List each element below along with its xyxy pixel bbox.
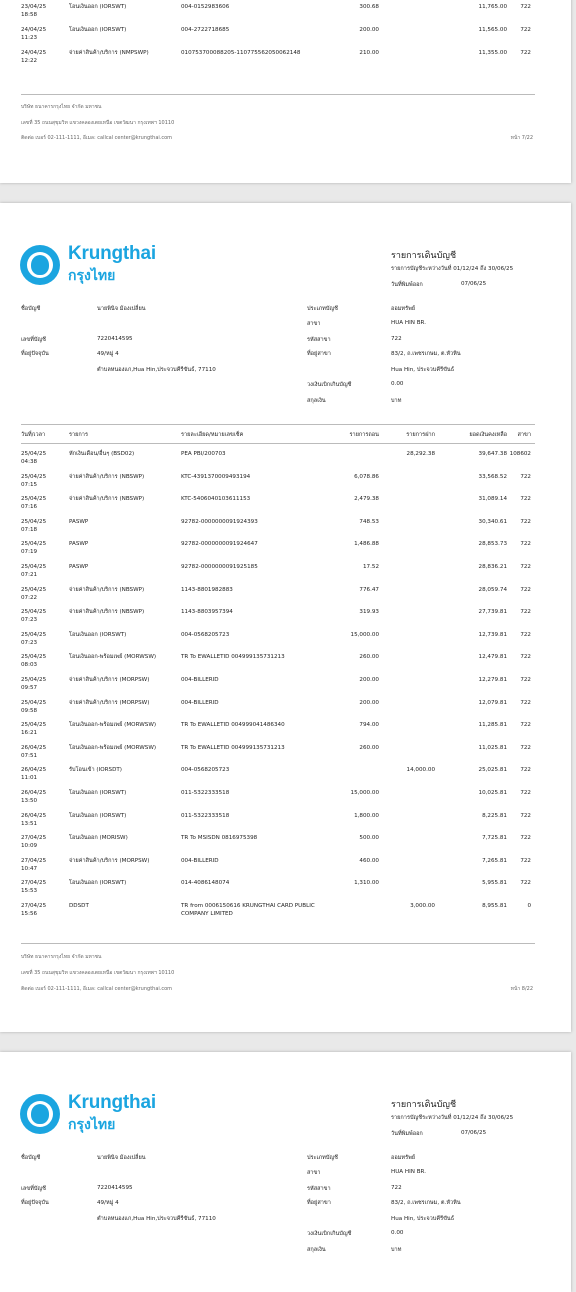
cell-withdrawal: 210.00 (359, 50, 379, 56)
cell-description: TR To EWALLETID 004999135731213 (181, 654, 285, 661)
cell-branch: 722 (520, 541, 531, 548)
logo-text-th: กรุงไทย (68, 267, 116, 283)
cell-withdrawal: 260.00 (359, 654, 379, 661)
divider (21, 443, 535, 444)
cell-transaction: โอนเงินออก-พร้อมเพย์ (MORWSW) (69, 722, 157, 729)
logo-text-en: Krungthai (68, 1092, 156, 1113)
cell-branch: 722 (520, 880, 531, 887)
cell-time-value: 07:19 (21, 549, 38, 556)
currency-label: สกุลเงิน (307, 1247, 326, 1253)
cell-date-value: 25/04/25 (21, 496, 47, 503)
account-name-label: ชื่อบัญชี (21, 306, 41, 312)
branch-address-line2: Hua Hin, ประจวบคีรีขันธ์ (391, 1216, 455, 1222)
cell-branch: 722 (520, 722, 531, 729)
cell-withdrawal: 1,310.00 (354, 880, 379, 887)
cell-balance: 10,025.81 (478, 790, 507, 796)
account-name: นายพินิจ ม้องเปลี่ยน (97, 306, 146, 312)
cell-transaction: โอนเงินออก (IORSWT) (69, 812, 127, 819)
table-row (0, 563, 571, 586)
table-row (0, 812, 571, 835)
account-no-label: เลขที่บัญชี (21, 1186, 46, 1192)
account-type: ออมทรัพย์ (391, 306, 416, 312)
branch-code: 722 (391, 1185, 402, 1191)
account-name: นายพินิจ ม้องเปลี่ยน (97, 1155, 146, 1161)
cell-description: 004-BILLERID (181, 677, 219, 683)
table-row (0, 653, 571, 676)
table-row (0, 631, 571, 654)
cell-branch: 722 (520, 473, 531, 480)
cell-time-value: 15:53 (21, 888, 38, 895)
cell-balance: 30,340.61 (478, 518, 507, 525)
cell-date (21, 766, 63, 782)
cell-date (21, 631, 63, 647)
cell-branch: 722 (520, 654, 531, 661)
cell-branch: 722 (520, 609, 531, 616)
cell-time-value: 08:03 (21, 662, 38, 669)
cell-date (21, 26, 63, 42)
cell-balance: 12,479.81 (478, 654, 507, 661)
cell-date-value: 26/04/25 (21, 744, 47, 751)
cell-balance: 25,025.81 (478, 767, 507, 774)
cell-transaction: โอนเงินออก-พร้อมเพย์ (MORWSW) (69, 744, 157, 751)
cell-description: 004-BILLERID (181, 699, 219, 706)
cell-description: 010753700088205-110775562050062148 (181, 50, 301, 56)
cell-branch: 722 (520, 631, 531, 638)
cell-time-value: 18:58 (21, 12, 38, 18)
cell-withdrawal: 17.52 (362, 564, 379, 570)
table-row (0, 744, 571, 767)
cell-date-value: 27/04/25 (21, 880, 47, 887)
cell-withdrawal: 748.53 (359, 518, 379, 525)
footer-contact: ติดต่อ เบอร์ 02-111-1111, อีเมล: callcal center@krungthai.com (21, 135, 173, 141)
account-type-label: ประเภทบัญชี (307, 306, 338, 312)
cell-description: KTC-5406040103611153 (181, 496, 251, 503)
cell-date (21, 902, 63, 918)
cell-withdrawal: 794.00 (359, 722, 379, 729)
address-line2: ตำบลหนองแก,Hua Hin,ประจวบคีรีขันธ์, 77110 (97, 1216, 216, 1222)
cell-description: 004-0568205723 (181, 767, 230, 774)
print-date: 07/06/25 (461, 281, 487, 287)
cell-branch: 722 (520, 496, 531, 503)
address-label: ที่อยู่ปัจจุบัน (21, 1200, 49, 1206)
statement-page-9 (0, 1052, 571, 1292)
cell-time-value: 07:23 (21, 639, 38, 646)
cell-description: TR To EWALLETID 004999041486340 (181, 722, 285, 729)
footer-company: บริษัท ธนาคารกรุงไทย จำกัด มหาชน (21, 104, 102, 110)
col-transaction: รายการ (69, 432, 88, 438)
branch: HUA HIN BR. (391, 1169, 427, 1175)
cell-balance: 12,279.81 (478, 677, 507, 683)
cell-time-value: 10:47 (21, 865, 38, 872)
address-line1: 49/หมู่ 4 (97, 1200, 119, 1206)
cell-description: 004-2722718685 (181, 27, 230, 33)
cell-withdrawal: 300.68 (359, 4, 379, 10)
footer-address: เลขที่ 35 ถนนสุขุมวิท แขวงคลองเตยเหนือ เขตวัฒนา กรุงเทพฯ 10110 (21, 970, 175, 976)
cell-date (21, 744, 63, 760)
divider (21, 424, 535, 425)
cell-transaction: รับโอนเข้า (IORSDT) (69, 767, 122, 774)
branch-label: สาขา (307, 321, 321, 327)
statement-page-7 (0, 0, 571, 183)
cell-description: 011-5322333518 (181, 812, 230, 819)
cell-description: 92782-0000000091924393 (181, 518, 258, 525)
cell-date (21, 789, 63, 805)
cell-balance: 39,647.38 (478, 451, 507, 457)
table-row (0, 834, 571, 857)
footer-contact: ติดต่อ เบอร์ 02-111-1111, อีเมล: callcal center@krungthai.com (21, 986, 173, 992)
cell-description: TR To EWALLETID 004999135731213 (181, 744, 285, 751)
branch-address-label: ที่อยู่สาขา (307, 1200, 331, 1206)
cell-transaction: จ่ายค่าสินค้า/บริการ (MORPSW) (69, 677, 150, 683)
cell-time-value: 07:21 (21, 572, 38, 578)
table-row (0, 721, 571, 744)
cell-withdrawal: 319.93 (359, 609, 379, 616)
cell-time-value: 12:22 (21, 58, 38, 64)
cell-date-value: 25/04/25 (21, 473, 47, 480)
col-withdrawal: รายการถอน (349, 432, 379, 438)
cell-branch: 722 (520, 744, 531, 751)
cell-description: 004-0568205723 (181, 631, 230, 638)
cell-time-value: 15:56 (21, 911, 38, 917)
cell-balance: 28,836.21 (478, 564, 507, 570)
cell-balance: 8,225.81 (482, 812, 507, 819)
footer-company: บริษัท ธนาคารกรุงไทย จำกัด มหาชน (21, 954, 102, 960)
branch-code-label: รหัสสาขา (307, 337, 331, 343)
cell-deposit: 28,292.38 (406, 451, 435, 457)
overdraft-label: วงเงินเบิกเกินบัญชี (307, 382, 352, 388)
account-type-label: ประเภทบัญชี (307, 1155, 338, 1161)
cell-withdrawal: 260.00 (359, 744, 379, 751)
branch-label: สาขา (307, 1170, 321, 1176)
cell-time-value: 11:23 (21, 35, 38, 41)
overdraft-label: วงเงินเบิกเกินบัญชี (307, 1231, 352, 1237)
account-name-label: ชื่อบัญชี (21, 1155, 41, 1161)
cell-branch: 722 (520, 677, 531, 683)
cell-transaction: โอนเงินออก (IORSWT) (69, 4, 127, 10)
col-deposit: รายการฝาก (406, 432, 435, 438)
currency: บาท (391, 1247, 402, 1253)
table-row (0, 789, 571, 812)
cell-branch: 108602 (509, 451, 531, 457)
bird-emblem-icon (20, 1094, 60, 1134)
table-row (0, 450, 571, 473)
cell-withdrawal: 200.00 (359, 27, 379, 33)
cell-date (21, 812, 63, 828)
cell-transaction: PASWP (69, 541, 89, 548)
print-date-label: วันที่พิมพ์ออก (391, 282, 423, 288)
cell-transaction: โอนเงินออก-พร้อมเพย์ (MORWSW) (69, 654, 157, 661)
table-row (0, 902, 571, 925)
cell-transaction: โอนเงินออก (IORSWT) (69, 790, 127, 796)
branch: HUA HIN BR. (391, 320, 427, 326)
cell-transaction: จ่ายค่าสินค้า/บริการ (NBSWP) (69, 609, 145, 616)
cell-description: PEA PBI/200703 (181, 451, 226, 457)
cell-time-value: 07:18 (21, 526, 38, 533)
cell-withdrawal: 15,000.00 (350, 790, 379, 796)
cell-time-value: 07:16 (21, 504, 38, 511)
cell-time-value: 13:50 (21, 798, 38, 804)
overdraft: 0.00 (391, 381, 404, 387)
cell-transaction: PASWP (69, 518, 89, 525)
cell-branch: 722 (520, 857, 531, 864)
cell-date-value: 25/04/25 (21, 699, 47, 706)
cell-date-value: 25/04/25 (21, 518, 47, 525)
cell-date (21, 834, 63, 850)
cell-date (21, 721, 63, 737)
cell-time-value: 07:15 (21, 481, 38, 488)
cell-balance: 31,089.14 (478, 496, 507, 503)
cell-date (21, 3, 63, 19)
cell-time-value: 13:51 (21, 820, 38, 827)
cell-branch: 722 (520, 4, 531, 10)
cell-description: 004-BILLERID (181, 857, 219, 864)
cell-balance: 12,739.81 (478, 631, 507, 638)
cell-transaction: โอนเงินออก (IORSWT) (69, 880, 127, 887)
cell-date-value: 25/04/25 (21, 564, 47, 570)
branch-code: 722 (391, 336, 402, 342)
cell-date (21, 586, 63, 602)
logo-text-th: กรุงไทย (68, 1116, 116, 1132)
cell-date (21, 699, 63, 715)
table-row (0, 879, 571, 902)
cell-transaction: หักเงินเดือน/อื่นๆ (BSD02) (69, 451, 135, 457)
cell-time-value: 09:57 (21, 685, 38, 691)
cell-time-value: 11:01 (21, 775, 38, 782)
cell-balance: 28,853.73 (478, 541, 507, 548)
branch-code-label: รหัสสาขา (307, 1186, 331, 1192)
address-label: ที่อยู่ปัจจุบัน (21, 351, 49, 357)
cell-date-value: 27/04/25 (21, 835, 47, 842)
cell-date-value: 25/04/25 (21, 609, 47, 616)
cell-time-value: 16:21 (21, 730, 38, 737)
cell-time-value: 04:38 (21, 459, 38, 465)
cell-balance: 11,765.00 (478, 4, 507, 10)
cell-withdrawal: 776.47 (359, 586, 379, 593)
cell-date (21, 49, 63, 65)
cell-transaction: โอนเงินออก (IORSWT) (69, 631, 127, 638)
table-row (0, 676, 571, 699)
cell-date-value: 25/04/25 (21, 722, 47, 729)
page-number: หน้า 7/22 (510, 135, 533, 141)
cell-balance: 33,568.52 (478, 473, 507, 480)
cell-date (21, 495, 63, 511)
cell-branch: 722 (520, 27, 531, 33)
branch-address-line2: Hua Hin, ประจวบคีรีขันธ์ (391, 367, 455, 373)
cell-branch: 722 (520, 586, 531, 593)
cell-withdrawal: 200.00 (359, 699, 379, 706)
bird-emblem-icon (20, 245, 60, 285)
cell-description: 011-5322333518 (181, 790, 230, 796)
table-row (0, 495, 571, 518)
table-row (0, 586, 571, 609)
cell-branch: 722 (520, 835, 531, 842)
table-row (0, 857, 571, 880)
cell-transaction: จ่ายค่าสินค้า/บริการ (NBSWP) (69, 496, 145, 503)
cell-description: TR To MSISDN 0816975398 (181, 835, 258, 842)
cell-description: 92782-0000000091924647 (181, 541, 258, 548)
col-branch: สาขา (517, 432, 531, 438)
cell-withdrawal: 15,000.00 (350, 631, 379, 638)
cell-date (21, 473, 63, 489)
account-no-label: เลขที่บัญชี (21, 337, 46, 343)
cell-date-value: 25/04/25 (21, 541, 47, 548)
cell-date-value: 26/04/25 (21, 790, 47, 796)
cell-transaction: โอนเงินออก (MORISW) (69, 835, 128, 842)
statement-period: รายการบัญชีระหว่างวันที่ 01/12/24 ถึง 30/06/25 (391, 266, 514, 272)
cell-deposit: 14,000.00 (406, 767, 435, 774)
table-row (0, 473, 571, 496)
cell-branch: 0 (527, 903, 531, 909)
cell-withdrawal: 2,479.38 (354, 496, 379, 503)
cell-date (21, 450, 63, 466)
cell-transaction: โอนเงินออก (IORSWT) (69, 27, 127, 33)
cell-transaction: PASWP (69, 564, 89, 570)
footer-address: เลขที่ 35 ถนนสุขุมวิท แขวงคลองเตยเหนือ เขตวัฒนา กรุงเทพฯ 10110 (21, 120, 175, 126)
cell-date-value: 24/04/25 (21, 50, 47, 56)
cell-description: 1143-8803957394 (181, 609, 233, 616)
cell-date-value: 25/04/25 (21, 631, 47, 638)
branch-address-line1: 83/2, ถ.เพชรเกษม, ต.หัวหิน (391, 1200, 461, 1206)
divider (21, 943, 535, 944)
table-row (0, 3, 571, 26)
col-description: รายละเอียด/หมายเลขเช็ค (181, 432, 244, 438)
cell-time-value: 07:51 (21, 752, 38, 759)
cell-branch: 722 (520, 812, 531, 819)
cell-date-value: 27/04/25 (21, 903, 47, 909)
cell-time-value: 07:22 (21, 594, 38, 601)
cell-branch: 722 (520, 699, 531, 706)
overdraft: 0.00 (391, 1230, 404, 1236)
cell-withdrawal: 500.00 (359, 835, 379, 842)
print-date-label: วันที่พิมพ์ออก (391, 1131, 423, 1137)
cell-branch: 722 (520, 767, 531, 774)
cell-date (21, 518, 63, 534)
col-date: วันที่/เวลา (21, 432, 46, 438)
cell-date (21, 653, 63, 669)
cell-date-value: 25/04/25 (21, 586, 47, 593)
cell-withdrawal: 1,800.00 (354, 812, 379, 819)
cell-branch: 722 (520, 564, 531, 570)
cell-balance: 5,955.81 (482, 880, 507, 887)
statement-title: รายการเดินบัญชี (391, 1100, 457, 1110)
cell-balance: 28,059.74 (478, 586, 507, 593)
cell-withdrawal: 200.00 (359, 677, 379, 683)
cell-date-value: 25/04/25 (21, 677, 47, 683)
cell-balance: 12,079.81 (478, 699, 507, 706)
cell-date (21, 540, 63, 556)
cell-withdrawal: 6,078.86 (354, 473, 379, 480)
table-row (0, 608, 571, 631)
page-number: หน้า 8/22 (510, 986, 533, 992)
statement-period: รายการบัญชีระหว่างวันที่ 01/12/24 ถึง 30/06/25 (391, 1115, 514, 1121)
cell-date-value: 25/04/25 (21, 654, 47, 661)
cell-description: KTC-4391370009493194 (181, 473, 251, 480)
cell-description: 014-4086148074 (181, 880, 230, 887)
cell-transaction: DDSDT (69, 903, 89, 909)
cell-date (21, 879, 63, 895)
print-date: 07/06/25 (461, 1130, 487, 1136)
table-row (0, 518, 571, 541)
table-row (0, 699, 571, 722)
cell-date-value: 25/04/25 (21, 451, 47, 457)
table-row (0, 26, 571, 49)
table-row (0, 766, 571, 789)
cell-date-value: 23/04/25 (21, 4, 47, 10)
col-balance: ยอดเงินคงเหลือ (469, 432, 507, 438)
cell-withdrawal: 460.00 (359, 857, 379, 864)
cell-balance: 27,739.81 (478, 609, 507, 616)
statement-title: รายการเดินบัญชี (391, 251, 457, 261)
cell-date (21, 563, 63, 579)
account-type: ออมทรัพย์ (391, 1155, 416, 1161)
table-row (0, 49, 571, 72)
cell-transaction: จ่ายค่าสินค้า/บริการ (NMPSWP) (69, 50, 149, 56)
cell-branch: 722 (520, 790, 531, 796)
cell-date (21, 608, 63, 624)
cell-description: 1143-8801982883 (181, 586, 233, 593)
cell-time-value: 07:23 (21, 617, 38, 624)
currency: บาท (391, 398, 402, 404)
table-row (0, 540, 571, 563)
cell-date-value: 26/04/25 (21, 767, 47, 774)
cell-withdrawal: 1,486.88 (354, 541, 379, 548)
cell-date-value: 27/04/25 (21, 857, 47, 864)
address-line2: ตำบลหนองแก,Hua Hin,ประจวบคีรีขันธ์, 77110 (97, 367, 216, 373)
cell-balance: 11,285.81 (478, 722, 507, 729)
account-no: 7220414595 (97, 1185, 133, 1191)
cell-transaction: จ่ายค่าสินค้า/บริการ (MORPSW) (69, 699, 150, 706)
branch-address-line1: 83/2, ถ.เพชรเกษม, ต.หัวหิน (391, 351, 461, 357)
cell-transaction: จ่ายค่าสินค้า/บริการ (MORPSW) (69, 857, 150, 864)
statement-page-8 (0, 203, 571, 1032)
cell-balance: 7,265.81 (482, 857, 507, 864)
cell-date (21, 676, 63, 692)
cell-time-value: 09:58 (21, 707, 38, 714)
cell-balance: 11,355.00 (478, 50, 507, 56)
cell-transaction: จ่ายค่าสินค้า/บริการ (NBSWP) (69, 586, 145, 593)
address-line1: 49/หมู่ 4 (97, 351, 119, 357)
cell-date-value: 26/04/25 (21, 812, 47, 819)
cell-balance: 11,565.00 (478, 27, 507, 33)
cell-deposit: 3,000.00 (410, 903, 435, 909)
cell-time-value: 10:09 (21, 843, 38, 850)
branch-address-label: ที่อยู่สาขา (307, 351, 331, 357)
divider (21, 94, 535, 95)
cell-balance: 7,725.81 (482, 835, 507, 842)
cell-description: 92782-0000000091925185 (181, 564, 258, 570)
account-no: 7220414595 (97, 336, 133, 342)
cell-branch: 722 (520, 518, 531, 525)
cell-transaction: จ่ายค่าสินค้า/บริการ (NBSWP) (69, 473, 145, 480)
cell-date-value: 24/04/25 (21, 27, 47, 33)
cell-description: TR from 0006150616 KRUNGTHAI CARD PUBLIC COMPANY LIMITED (181, 903, 315, 917)
cell-balance: 11,025.81 (478, 744, 507, 751)
cell-date (21, 857, 63, 873)
cell-branch: 722 (520, 50, 531, 56)
cell-description: 004-0152983606 (181, 4, 230, 10)
currency-label: สกุลเงิน (307, 398, 326, 404)
logo-text-en: Krungthai (68, 243, 156, 264)
cell-balance: 8,955.81 (482, 903, 507, 909)
